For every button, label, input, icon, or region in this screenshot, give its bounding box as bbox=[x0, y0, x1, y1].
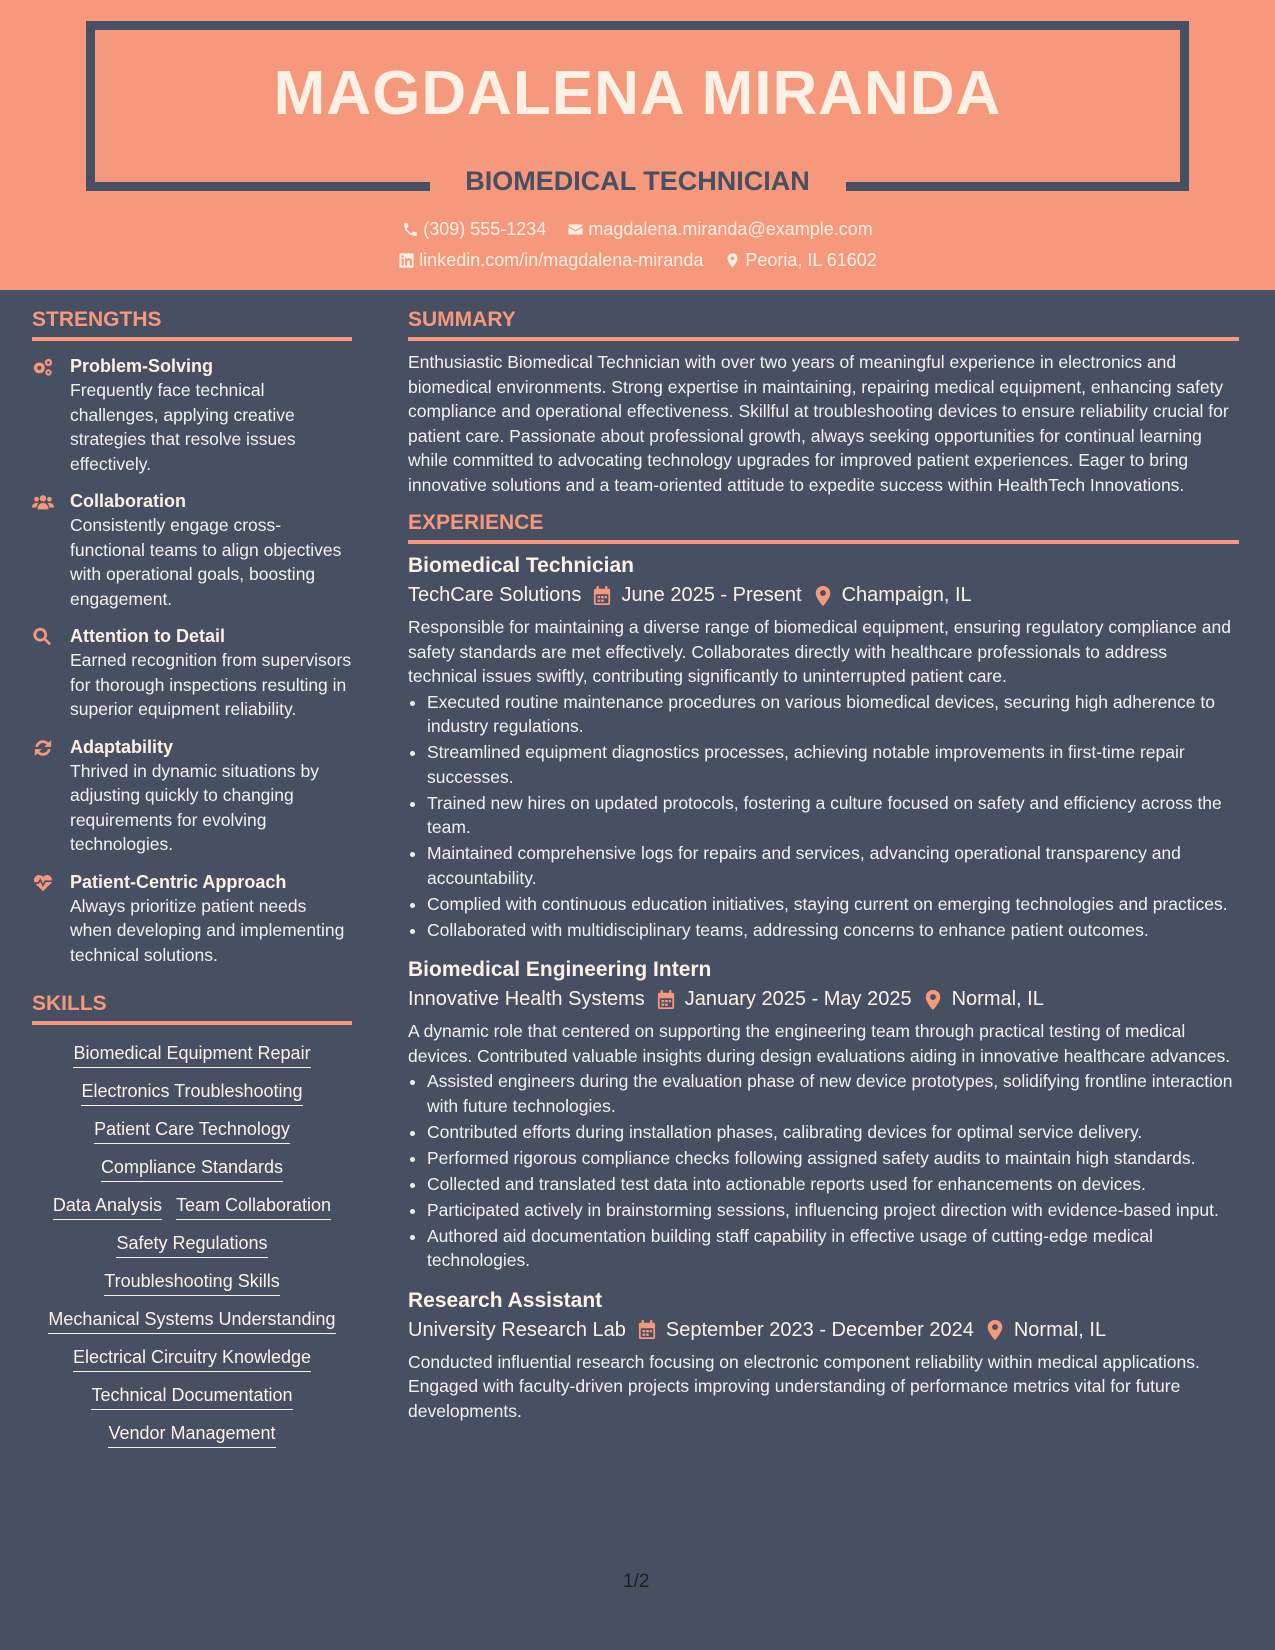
job-location: Champaign, IL bbox=[841, 584, 972, 606]
job-entry-title: Research Assistant bbox=[408, 1288, 603, 1312]
job-dates: June 2025 - Present bbox=[621, 584, 802, 606]
strength-name: Patient-Centric Approach bbox=[70, 871, 287, 892]
skill-tag: Safety Regulations bbox=[116, 1233, 267, 1258]
job-desc: A dynamic role that centered on supporting the engineering team through practical testing of medical devices. Contributed valuable insights during design evaluations aiding in innovative healthcare advances. bbox=[408, 1021, 1231, 1066]
job-entry bbox=[408, 958, 1239, 1273]
company: Innovative Health Systems bbox=[408, 988, 645, 1010]
map-marker-icon bbox=[924, 990, 942, 1010]
header bbox=[0, 0, 1275, 290]
location bbox=[724, 250, 876, 271]
strength-item bbox=[32, 736, 352, 857]
skill-tag: Compliance Standards bbox=[101, 1157, 283, 1182]
page-number: 1/2 bbox=[623, 1571, 650, 1592]
skill-tag: Vendor Management bbox=[108, 1423, 275, 1448]
phone-text: (309) 555-1234 bbox=[423, 219, 547, 239]
job-title: BIOMEDICAL TECHNICIAN bbox=[465, 166, 810, 196]
job-bullet: • Performed rigorous compliance checks following assigned safety audits to maintain high standards. bbox=[427, 1146, 1239, 1171]
job-meta bbox=[408, 988, 1239, 1011]
job-bullet: • Executed routine maintenance procedures on various biomedical devices, securing high adherence to industry regulations. bbox=[427, 690, 1239, 739]
candidate-name: MAGDALENA MIRANDA bbox=[273, 59, 1002, 128]
job-bullet: • Authored aid documentation building staff capability in effective usage of cutting-edge medical technologies. bbox=[427, 1224, 1239, 1273]
job-desc: Conducted influential research focusing on electronic component reliability within medical applications. Engaged with faculty-driven projects improving understanding of performance metrics vital for future developments. bbox=[408, 1351, 1200, 1421]
experience-heading: EXPERIENCE bbox=[408, 511, 1239, 544]
job-desc: Responsible for maintaining a diverse range of biomedical equipment, ensuring regulatory compliance and safety standards are met effectively. Collaborates directly with healthcare professionals to address technical issues swiftly, contributing significantly to uninterrupted patient care. bbox=[408, 617, 1231, 686]
job-bullet: • Contributed efforts during installation phases, calibrating devices for optimal service delivery. bbox=[427, 1120, 1239, 1145]
email-text: magdalena.miranda@example.com bbox=[588, 219, 873, 239]
sync-icon bbox=[32, 738, 54, 758]
gears-icon bbox=[32, 357, 54, 377]
job-bullet: • Collaborated with multidisciplinary teams, addressing concerns to enhance patient outcomes. bbox=[427, 918, 1239, 943]
right-column bbox=[408, 290, 1239, 1423]
job-entry bbox=[408, 554, 1239, 942]
strength-item bbox=[32, 355, 352, 476]
skill-tag: Data Analysis bbox=[53, 1195, 162, 1220]
strength-item bbox=[32, 625, 352, 722]
job-location: Normal, IL bbox=[1013, 1318, 1107, 1341]
strength-desc: Always prioritize patient needs when developing and implementing technical solutions. bbox=[70, 895, 345, 965]
strength-desc: Thrived in dynamic situations by adjusting quickly to changing requirements for evolving technologies. bbox=[70, 760, 319, 854]
strength-desc: Earned recognition from supervisors for thorough inspections resulting in superior equipment reliability. bbox=[70, 650, 352, 719]
strength-item bbox=[32, 490, 352, 611]
strengths-heading: STRENGTHS bbox=[32, 308, 352, 341]
skill-tag: Team Collaboration bbox=[176, 1195, 331, 1220]
strength-name: Adaptability bbox=[70, 736, 174, 757]
strength-name: Problem-Solving bbox=[70, 356, 214, 376]
skills-heading: SKILLS bbox=[32, 992, 352, 1025]
strength-desc: Consistently engage cross-functional teams to align objectives with operational goals, boosting engagement. bbox=[70, 515, 342, 609]
email[interactable] bbox=[567, 219, 872, 240]
job-bullets bbox=[408, 1069, 1239, 1273]
job-dates: January 2025 - May 2025 bbox=[684, 988, 912, 1010]
contact-row-2 bbox=[0, 250, 1275, 274]
job-entry-title: Biomedical Technician bbox=[408, 554, 635, 577]
job-bullets bbox=[408, 690, 1239, 943]
job-bullet: • Maintained comprehensive logs for repairs and services, advancing operational transparency and accountability. bbox=[427, 841, 1239, 890]
skill-tag: Troubleshooting Skills bbox=[104, 1271, 279, 1296]
linkedin[interactable] bbox=[398, 250, 703, 271]
skill-tag: Biomedical Equipment Repair bbox=[73, 1043, 310, 1068]
job-meta bbox=[408, 584, 1239, 607]
job-location: Normal, IL bbox=[951, 988, 1044, 1010]
strength-name: Collaboration bbox=[70, 491, 186, 511]
linkedin-text: linkedin.com/in/magdalena-miranda bbox=[419, 250, 704, 270]
envelope-icon bbox=[567, 221, 584, 238]
job-bullet: • Collected and translated test data into actionable reports used for enhancements on devices. bbox=[427, 1172, 1239, 1197]
strength-item bbox=[32, 871, 352, 968]
skill-tag: Electrical Circuitry Knowledge bbox=[73, 1347, 311, 1372]
skill-tag: Mechanical Systems Understanding bbox=[48, 1309, 335, 1334]
map-marker-icon bbox=[724, 252, 741, 269]
phone-icon bbox=[402, 221, 419, 238]
users-icon bbox=[32, 492, 54, 512]
strength-desc: Frequently face technical challenges, applying creative strategies that resolve issues effectively. bbox=[70, 380, 296, 474]
job-bullet: • Trained new hires on updated protocols, fostering a culture focused on safety and efficiency across the team. bbox=[427, 791, 1239, 840]
job-bullet: • Streamlined equipment diagnostics processes, achieving notable improvements in first-time repair successes. bbox=[427, 740, 1239, 789]
map-marker-icon bbox=[814, 586, 832, 606]
calendar-icon bbox=[593, 586, 611, 606]
job-entry bbox=[408, 1289, 1239, 1424]
skill-tag: Electronics Troubleshooting bbox=[81, 1081, 302, 1106]
left-column bbox=[32, 290, 352, 1455]
calendar-icon bbox=[638, 1320, 656, 1340]
skill-tag: Technical Documentation bbox=[91, 1385, 292, 1410]
job-bullet: • Assisted engineers during the evaluation phase of new device prototypes, solidifying frontline interaction with future technologies. bbox=[427, 1069, 1239, 1118]
job-bullet: • Participated actively in brainstorming sessions, influencing project direction with evidence-based input. bbox=[427, 1198, 1239, 1223]
heartbeat-icon bbox=[32, 873, 54, 893]
location-text: Peoria, IL 61602 bbox=[745, 250, 877, 270]
phone[interactable] bbox=[402, 219, 546, 240]
summary-text: Enthusiastic Biomedical Technician with over two years of meaningful experience in electronics and biomedical environments. Strong expertise in maintaining, repairing medical equipment, enhancing safety compliance and operational effectiveness. Skillful at troubleshooting devices to ensure reliability crucial for patient care. Passionate about professional growth, always seeking opportunities for continual learning while committed to advocating technology upgrades for improved patient experiences. Eager to bring innovative solutions and a team-oriented attitude to expedite success within HealthTech Innovations. bbox=[408, 352, 1229, 495]
map-marker-icon bbox=[986, 1320, 1004, 1340]
contact-row-1 bbox=[0, 219, 1275, 243]
skill-tag: Patient Care Technology bbox=[94, 1119, 290, 1144]
company: University Research Lab bbox=[408, 1318, 626, 1341]
company: TechCare Solutions bbox=[408, 584, 582, 606]
job-entry-title: Biomedical Engineering Intern bbox=[408, 958, 712, 981]
strength-name: Attention to Detail bbox=[70, 626, 225, 646]
summary-heading: SUMMARY bbox=[408, 308, 1239, 341]
job-meta bbox=[408, 1319, 1239, 1342]
linkedin-icon bbox=[398, 252, 415, 269]
calendar-icon bbox=[657, 990, 675, 1010]
search-icon bbox=[32, 627, 54, 647]
job-dates: September 2023 - December 2024 bbox=[665, 1318, 974, 1341]
skills-list bbox=[32, 1037, 352, 1455]
job-bullet: • Complied with continuous education initiatives, staying current on emerging technologies and practices. bbox=[427, 892, 1239, 917]
